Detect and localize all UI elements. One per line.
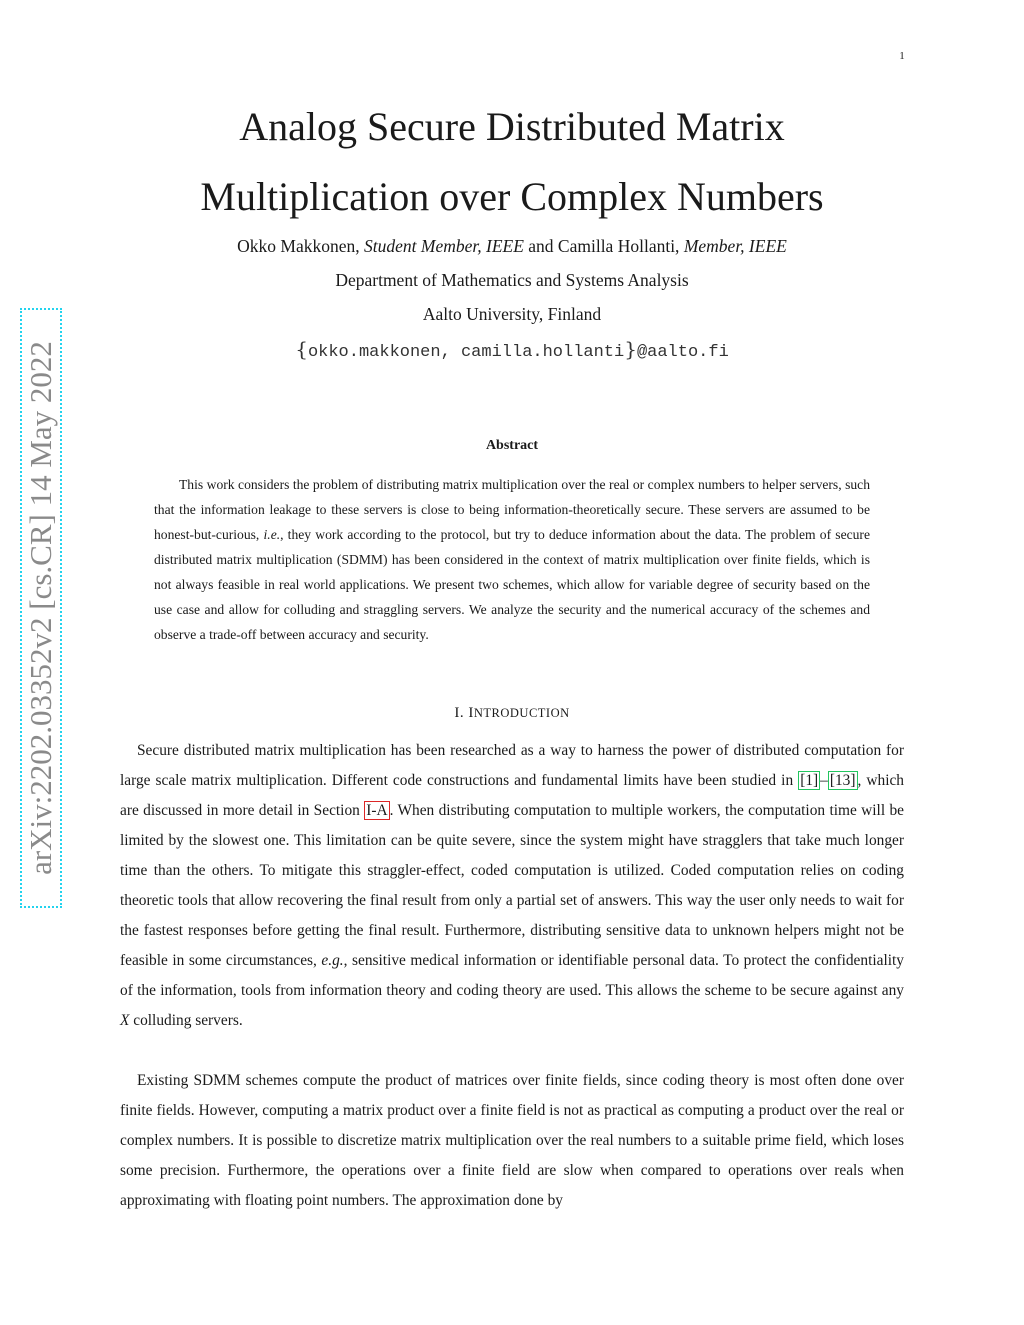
author-list [112, 236, 912, 257]
section-reference-link[interactable]: I-A [366, 802, 388, 819]
email-brace-open: { [295, 337, 308, 361]
email-brace-close: } [624, 337, 637, 361]
paper-title-line-1: Analog Secure Distributed Matrix [239, 104, 785, 149]
arxiv-identifier-text: arXiv:2202.03352v2 [cs.CR] 14 May 2022 [23, 341, 58, 875]
citation-link-1[interactable]: [1] [800, 772, 819, 789]
citation-dash: – [820, 772, 828, 789]
arxiv-identifier-stamp[interactable] [20, 308, 62, 908]
author-2-name: Camilla Hollanti, [557, 236, 680, 256]
variable-x: X [120, 1012, 130, 1029]
author-emails [112, 337, 912, 362]
section-numeral: I. [454, 705, 465, 721]
section-title-initial: I [468, 705, 474, 721]
email-domain: @aalto.fi [636, 343, 729, 362]
page-number: 1 [899, 50, 905, 62]
email-names: okko.makkonen, camilla.hollanti [307, 343, 625, 362]
citation-link-13[interactable]: [13] [829, 772, 856, 789]
introduction-paragraph-1 [120, 736, 904, 1036]
paper-title [112, 92, 912, 232]
abstract-heading: Abstract [485, 438, 539, 453]
author-1-role: Student Member, IEEE [364, 236, 524, 256]
paper-title-line-2: Multiplication over Complex Numbers [200, 174, 824, 219]
author-2-role: Member, IEEE [683, 236, 787, 256]
author-1-name: Okko Makkonen, [237, 236, 360, 256]
para1-eg: e.g. [321, 952, 344, 969]
section-title-rest: NTRODUCTION [473, 706, 570, 720]
para1-text-1: Secure distributed matrix multiplication has been researched as a way to harness the power of distributed computation for large scale matrix multiplication. Different code constructions and fundamental limits have been studied in [120, 742, 904, 789]
abstract-ie: i.e. [263, 527, 281, 542]
para1-text-4: , sensitive medical information or identifiable personal data. To protect the confidentiality of the information, tools from information theory and coding theory are used. This allows the scheme to be secure against any [120, 952, 904, 999]
abstract-text-1: This work considers the problem of distributing matrix multiplication over the real or complex numbers to helper servers, such that the information leakage to these servers is close to being information-theoretically secure. These servers are assumed to be honest-but-curious, [154, 477, 870, 542]
section-heading-introduction [112, 705, 912, 722]
abstract-text-2: , they work according to the protocol, but try to deduce information about the data. The problem of secure distributed matrix multiplication (SDMM) has been considered in the context of matrix multiplication over finite fields, which is not always feasible in real world applications. We present two schemes, which allow for variable degree of security based on the use case and allow for colluding and straggling servers. We analyze the security and the numerical accuracy of the schemes and observe a trade-off between accuracy and security. [154, 527, 870, 642]
affiliation-department: Department of Mathematics and Systems Analysis [335, 270, 689, 290]
introduction-paragraph-2: Existing SDMM schemes compute the product of matrices over finite fields, since coding theory is most often done over finite fields. However, computing a matrix product over a finite field is not as practical as computing a product over the real or complex numbers. It is possible to discretize matrix multiplication over the real numbers to a suitable prime field, which loses some precision. Furthermore, the operations over a finite field are slow when compared to operations over reals when approximating with floating point numbers. The approximation done by [120, 1072, 904, 1209]
author-conjunction: and [528, 236, 554, 256]
para1-text-5: colluding servers. [129, 1012, 243, 1029]
affiliation-university: Aalto University, Finland [422, 304, 602, 324]
abstract-body [154, 472, 870, 647]
para1-text-2: , which are discussed in more detail in Section [120, 772, 905, 819]
para1-text-3: . When distributing computation to multiple workers, the computation time will be limited by the slowest one. This limitation can be quite severe, since the system might have stragglers that take much longer time than the others. To mitigate this straggler-effect, coded computation is utilized. Coded computation relies on coding theoretic tools that allow recovering the final result from only a partial set of answers. This way the user only needs to wait for the fastest responses before getting the final result. Furthermore, distributing sensitive data to unknown helpers might not be feasible in some circumstances, [120, 802, 904, 969]
